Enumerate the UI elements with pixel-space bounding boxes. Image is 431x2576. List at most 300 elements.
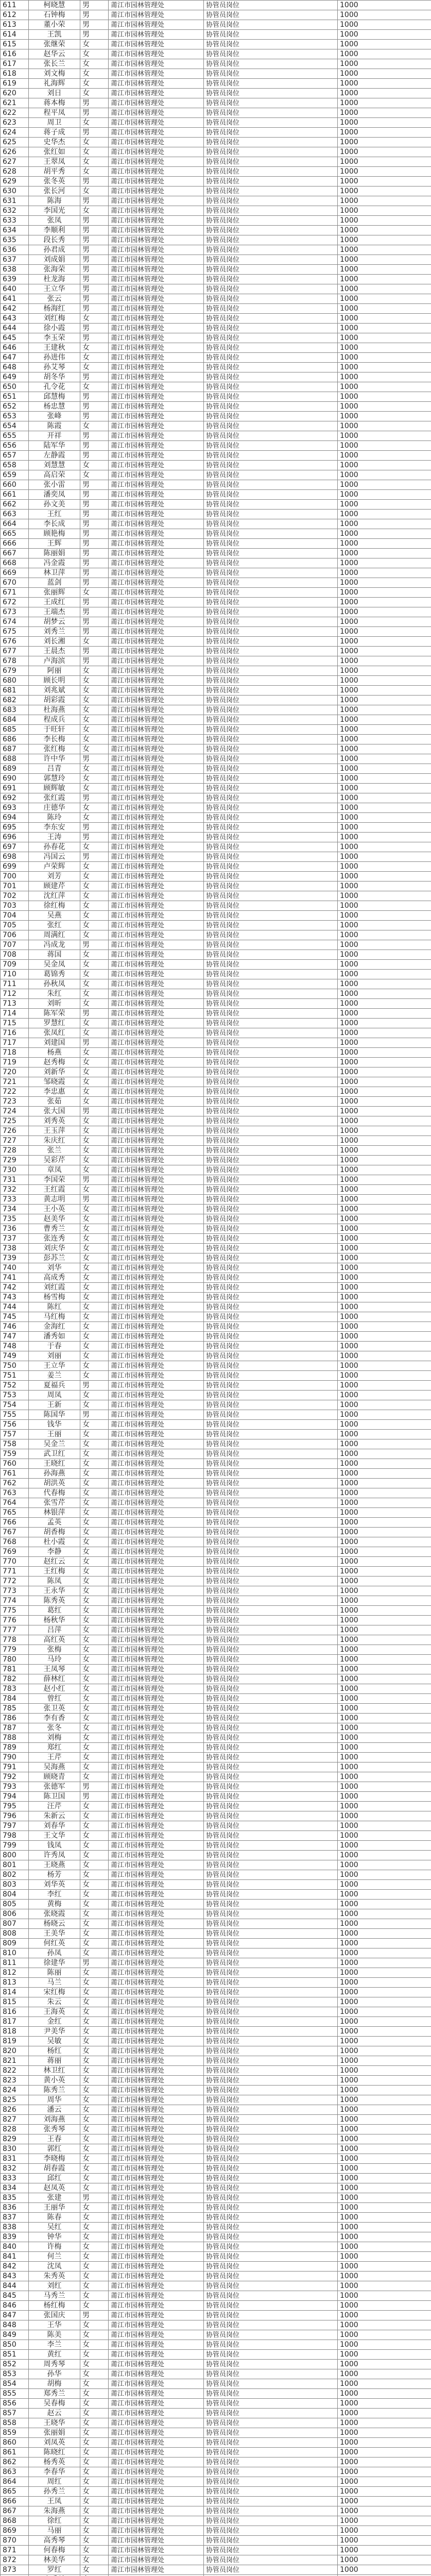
unit-cell: 莆江市园林管理处: [109, 2281, 204, 2291]
table-row: [1, 1616, 431, 1625]
amount-cell: 1000: [338, 519, 431, 529]
name-cell: 张秀琴: [29, 2125, 80, 2134]
unit-cell: 莆江市园林管理处: [109, 372, 204, 382]
name-cell: 杜小霞: [29, 1537, 80, 1547]
gender-cell: 男: [80, 235, 109, 245]
serial-number-cell: 766: [1, 1518, 29, 1528]
gender-cell: 女: [80, 1762, 109, 1772]
amount-cell: 1000: [338, 1165, 431, 1175]
amount-cell: 1000: [338, 1136, 431, 1146]
serial-number-cell: 721: [1, 1077, 29, 1087]
table-row: [1, 617, 431, 627]
serial-number-cell: 770: [1, 1557, 29, 1567]
unit-cell: 莆江市园林管理处: [109, 2301, 204, 2311]
table-row: [1, 1302, 431, 1312]
name-cell: 李长梅: [29, 735, 80, 744]
name-cell: 王海英: [29, 2007, 80, 2017]
name-cell: 黄梅: [29, 1900, 80, 1909]
unit-cell: 莆江市园林管理处: [109, 392, 204, 402]
name-cell: 孙华: [29, 2369, 80, 2379]
unit-cell: 莆江市园林管理处: [109, 1165, 204, 1175]
position-cell: 协管员岗位: [204, 833, 338, 842]
position-cell: 协管员岗位: [204, 911, 338, 921]
unit-cell: 莆江市园林管理处: [109, 235, 204, 245]
name-cell: 陈海: [29, 196, 80, 206]
gender-cell: 男: [80, 2311, 109, 2320]
serial-number-cell: 686: [1, 735, 29, 744]
unit-cell: 莆江市园林管理处: [109, 833, 204, 842]
gender-cell: 女: [80, 1293, 109, 1302]
gender-cell: 女: [80, 1028, 109, 1038]
gender-cell: 男: [80, 656, 109, 666]
position-cell: 协管员岗位: [204, 500, 338, 510]
gender-cell: 男: [80, 549, 109, 558]
position-cell: 协管员岗位: [204, 1479, 338, 1488]
table-row: [1, 764, 431, 774]
position-cell: 协管员岗位: [204, 1469, 338, 1479]
table-row: [1, 607, 431, 617]
table-row: [1, 637, 431, 647]
serial-number-cell: 774: [1, 1596, 29, 1606]
amount-cell: 1000: [338, 2144, 431, 2154]
gender-cell: 男: [80, 1381, 109, 1391]
table-row: [1, 49, 431, 59]
gender-cell: 女: [80, 1449, 109, 1459]
position-cell: 协管员岗位: [204, 1606, 338, 1616]
position-cell: 协管员岗位: [204, 79, 338, 89]
gender-cell: 女: [80, 1224, 109, 1234]
table-row: [1, 2242, 431, 2252]
amount-cell: 1000: [338, 1537, 431, 1547]
gender-cell: 女: [80, 1420, 109, 1430]
amount-cell: 1000: [338, 2369, 431, 2379]
gender-cell: 女: [80, 1067, 109, 1077]
gender-cell: 女: [80, 891, 109, 901]
serial-number-cell: 794: [1, 1792, 29, 1802]
gender-cell: 女: [80, 157, 109, 167]
table-row: [1, 2389, 431, 2399]
amount-cell: 1000: [338, 79, 431, 89]
position-cell: 协管员岗位: [204, 862, 338, 872]
amount-cell: 1000: [338, 1459, 431, 1469]
table-row: [1, 510, 431, 519]
unit-cell: 莆江市园林管理处: [109, 2056, 204, 2066]
table-row: [1, 304, 431, 314]
unit-cell: 莆江市园林管理处: [109, 1518, 204, 1528]
unit-cell: 莆江市园林管理处: [109, 255, 204, 265]
table-row: [1, 1831, 431, 1841]
serial-number-cell: 862: [1, 2458, 29, 2467]
name-cell: 章凤: [29, 1165, 80, 1175]
table-row: [1, 1743, 431, 1753]
gender-cell: 女: [80, 461, 109, 470]
serial-number-cell: 711: [1, 979, 29, 989]
amount-cell: 1000: [338, 1851, 431, 1860]
amount-cell: 1000: [338, 1792, 431, 1802]
amount-cell: 1000: [338, 1126, 431, 1136]
serial-number-cell: 806: [1, 1909, 29, 1919]
amount-cell: 1000: [338, 2389, 431, 2399]
gender-cell: 男: [80, 823, 109, 833]
unit-cell: 莆江市园林管理处: [109, 1674, 204, 1684]
position-cell: 协管员岗位: [204, 1958, 338, 1968]
serial-number-cell: 682: [1, 696, 29, 705]
unit-cell: 莆江市园林管理处: [109, 774, 204, 784]
name-cell: 顾建芹: [29, 882, 80, 891]
table-row: [1, 1410, 431, 1420]
serial-number-cell: 715: [1, 1019, 29, 1028]
serial-number-cell: 776: [1, 1616, 29, 1625]
table-row: [1, 1645, 431, 1655]
amount-cell: 1000: [338, 245, 431, 255]
position-cell: 协管员岗位: [204, 1077, 338, 1087]
serial-number-cell: 719: [1, 1058, 29, 1067]
unit-cell: 莆江市园林管理处: [109, 2203, 204, 2213]
unit-cell: 莆江市园林管理处: [109, 2223, 204, 2232]
serial-number-cell: 837: [1, 2213, 29, 2223]
gender-cell: 女: [80, 40, 109, 49]
table-row: [1, 2164, 431, 2174]
name-cell: 张德军: [29, 1782, 80, 1792]
table-row: [1, 2477, 431, 2487]
gender-cell: 女: [80, 1391, 109, 1400]
position-cell: 协管员岗位: [204, 138, 338, 147]
gender-cell: 男: [80, 412, 109, 421]
name-cell: 张冬: [29, 1723, 80, 1733]
unit-cell: 莆江市园林管理处: [109, 1244, 204, 1253]
name-cell: 孙海燕: [29, 1469, 80, 1479]
name-cell: 宋红梅: [29, 1988, 80, 1997]
position-cell: 协管员岗位: [204, 1361, 338, 1371]
amount-cell: 1000: [338, 1224, 431, 1234]
unit-cell: 莆江市园林管理处: [109, 2164, 204, 2174]
unit-cell: 莆江市园林管理处: [109, 1322, 204, 1332]
amount-cell: 1000: [338, 2076, 431, 2086]
serial-number-cell: 629: [1, 177, 29, 187]
amount-cell: 1000: [338, 1361, 431, 1371]
amount-cell: 1000: [338, 1567, 431, 1577]
name-cell: 孔令花: [29, 382, 80, 392]
amount-cell: 1000: [338, 754, 431, 764]
serial-number-cell: 699: [1, 862, 29, 872]
name-cell: 王美华: [29, 1929, 80, 1939]
name-cell: 顾晓青: [29, 1772, 80, 1782]
gender-cell: 男: [80, 10, 109, 20]
serial-number-cell: 784: [1, 1694, 29, 1704]
amount-cell: 1000: [338, 2477, 431, 2487]
serial-number-cell: 651: [1, 392, 29, 402]
unit-cell: 莆江市园林管理处: [109, 206, 204, 216]
serial-number-cell: 827: [1, 2115, 29, 2125]
unit-cell: 莆江市园林管理处: [109, 617, 204, 627]
amount-cell: 1000: [338, 235, 431, 245]
serial-number-cell: 661: [1, 490, 29, 500]
gender-cell: 女: [80, 2546, 109, 2555]
table-row: [1, 1577, 431, 1586]
table-row: [1, 999, 431, 1009]
table-row: [1, 1214, 431, 1224]
table-row: [1, 2320, 431, 2330]
amount-cell: 1000: [338, 1077, 431, 1087]
position-cell: 协管员岗位: [204, 353, 338, 363]
table-row: [1, 79, 431, 89]
serial-number-cell: 668: [1, 558, 29, 568]
table-row: [1, 187, 431, 196]
table-row: [1, 490, 431, 500]
unit-cell: 莆江市园林管理处: [109, 1391, 204, 1400]
position-cell: 协管员岗位: [204, 1909, 338, 1919]
unit-cell: 莆江市园林管理处: [109, 1694, 204, 1704]
table-row: [1, 1165, 431, 1175]
position-cell: 协管员岗位: [204, 1821, 338, 1831]
gender-cell: 女: [80, 2418, 109, 2428]
serial-number-cell: 859: [1, 2428, 29, 2438]
unit-cell: 莆江市园林管理处: [109, 1048, 204, 1058]
gender-cell: 男: [80, 578, 109, 588]
position-cell: 协管员岗位: [204, 314, 338, 324]
serial-number-cell: 648: [1, 363, 29, 372]
unit-cell: 莆江市园林管理处: [109, 1929, 204, 1939]
serial-number-cell: 764: [1, 1498, 29, 1508]
position-cell: 协管员岗位: [204, 1939, 338, 1948]
gender-cell: 女: [80, 2516, 109, 2526]
name-cell: 马玲: [29, 1655, 80, 1665]
unit-cell: 莆江市园林管理处: [109, 2340, 204, 2350]
position-cell: 协管员岗位: [204, 1302, 338, 1312]
amount-cell: 1000: [338, 1547, 431, 1557]
serial-number-cell: 681: [1, 686, 29, 696]
position-cell: 协管员岗位: [204, 1792, 338, 1802]
gender-cell: 男: [80, 451, 109, 461]
gender-cell: 男: [80, 598, 109, 607]
position-cell: 协管员岗位: [204, 510, 338, 519]
unit-cell: 莆江市园林管理处: [109, 304, 204, 314]
amount-cell: 1000: [338, 304, 431, 314]
position-cell: 协管员岗位: [204, 10, 338, 20]
table-row: [1, 1371, 431, 1381]
serial-number-cell: 796: [1, 1811, 29, 1821]
position-cell: 协管员岗位: [204, 882, 338, 891]
amount-cell: 1000: [338, 98, 431, 108]
amount-cell: 1000: [338, 930, 431, 940]
serial-number-cell: 695: [1, 823, 29, 833]
unit-cell: 莆江市园林管理处: [109, 343, 204, 353]
table-row: [1, 735, 431, 744]
table-row: [1, 2546, 431, 2555]
serial-number-cell: 802: [1, 1870, 29, 1880]
unit-cell: 莆江市园林管理处: [109, 363, 204, 372]
unit-cell: 莆江市园林管理处: [109, 2213, 204, 2223]
position-cell: 协管员岗位: [204, 1743, 338, 1753]
gender-cell: 女: [80, 1342, 109, 1351]
amount-cell: 1000: [338, 1900, 431, 1909]
amount-cell: 1000: [338, 1009, 431, 1019]
unit-cell: 莆江市园林管理处: [109, 696, 204, 705]
name-cell: 王立华: [29, 1361, 80, 1371]
amount-cell: 1000: [338, 421, 431, 431]
gender-cell: 女: [80, 1469, 109, 1479]
name-cell: 孙文美: [29, 500, 80, 510]
name-cell: 李顺利: [29, 226, 80, 235]
serial-number-cell: 747: [1, 1332, 29, 1342]
name-cell: 刘新华: [29, 1067, 80, 1077]
gender-cell: 女: [80, 1077, 109, 1087]
position-cell: 协管员岗位: [204, 696, 338, 705]
table-row: [1, 1048, 431, 1058]
serial-number-cell: 857: [1, 2409, 29, 2418]
amount-cell: 1000: [338, 568, 431, 578]
serial-number-cell: 807: [1, 1919, 29, 1929]
gender-cell: 男: [80, 1107, 109, 1116]
gender-cell: 女: [80, 2095, 109, 2105]
position-cell: 协管员岗位: [204, 2438, 338, 2448]
position-cell: 协管员岗位: [204, 1067, 338, 1077]
gender-cell: 女: [80, 725, 109, 735]
serial-number-cell: 789: [1, 1743, 29, 1753]
unit-cell: 莆江市园林管理处: [109, 950, 204, 960]
unit-cell: 莆江市园林管理处: [109, 284, 204, 294]
unit-cell: 莆江市园林管理处: [109, 1860, 204, 1870]
serial-number-cell: 710: [1, 970, 29, 979]
position-cell: 协管员岗位: [204, 744, 338, 754]
unit-cell: 莆江市园林管理处: [109, 2555, 204, 2565]
position-cell: 协管员岗位: [204, 1136, 338, 1146]
position-cell: 协管员岗位: [204, 725, 338, 735]
table-row: [1, 451, 431, 461]
amount-cell: 1000: [338, 2134, 431, 2144]
gender-cell: 女: [80, 911, 109, 921]
unit-cell: 莆江市园林管理处: [109, 1948, 204, 1958]
unit-cell: 莆江市园林管理处: [109, 1459, 204, 1469]
table-row: [1, 1997, 431, 2007]
serial-number-cell: 745: [1, 1312, 29, 1322]
position-cell: 协管员岗位: [204, 2477, 338, 2487]
position-cell: 协管员岗位: [204, 1009, 338, 1019]
serial-number-cell: 861: [1, 2448, 29, 2458]
table-row: [1, 784, 431, 793]
unit-cell: 莆江市园林管理处: [109, 108, 204, 118]
name-cell: 刘丽: [29, 1351, 80, 1361]
name-cell: 李静: [29, 1547, 80, 1557]
name-cell: 卢荣辉: [29, 862, 80, 872]
position-cell: 协管员岗位: [204, 2037, 338, 2046]
serial-number-cell: 669: [1, 568, 29, 578]
amount-cell: 1000: [338, 2007, 431, 2017]
position-cell: 协管员岗位: [204, 2497, 338, 2506]
serial-number-cell: 751: [1, 1371, 29, 1381]
serial-number-cell: 734: [1, 1205, 29, 1214]
name-cell: 杨芳: [29, 1870, 80, 1880]
amount-cell: 1000: [338, 1498, 431, 1508]
gender-cell: 女: [80, 2125, 109, 2134]
name-cell: 蒋子成: [29, 128, 80, 138]
table-row: [1, 30, 431, 40]
name-cell: 汪芹: [29, 1802, 80, 1811]
serial-number-cell: 800: [1, 1851, 29, 1860]
amount-cell: 1000: [338, 607, 431, 617]
gender-cell: 女: [80, 970, 109, 979]
name-cell: 王凤琴: [29, 1665, 80, 1674]
position-cell: 协管员岗位: [204, 1978, 338, 1988]
gender-cell: 女: [80, 343, 109, 353]
unit-cell: 莆江市园林管理处: [109, 30, 204, 40]
serial-number-cell: 712: [1, 989, 29, 999]
unit-cell: 莆江市园林管理处: [109, 1146, 204, 1156]
unit-cell: 莆江市园林管理处: [109, 1097, 204, 1107]
position-cell: 协管员岗位: [204, 2506, 338, 2516]
position-cell: 协管员岗位: [204, 2350, 338, 2360]
amount-cell: 1000: [338, 2105, 431, 2115]
name-cell: 赵红云: [29, 1557, 80, 1567]
name-cell: 赵小红: [29, 1684, 80, 1694]
name-cell: 潘云: [29, 2105, 80, 2115]
position-cell: 协管员岗位: [204, 999, 338, 1009]
gender-cell: 男: [80, 1782, 109, 1792]
table-row: [1, 196, 431, 206]
position-cell: 协管员岗位: [204, 2536, 338, 2546]
amount-cell: 1000: [338, 2516, 431, 2526]
serial-number-cell: 746: [1, 1322, 29, 1332]
serial-number-cell: 707: [1, 940, 29, 950]
serial-number-cell: 817: [1, 2017, 29, 2027]
serial-number-cell: 831: [1, 2154, 29, 2164]
table-row: [1, 1821, 431, 1831]
table-row: [1, 1811, 431, 1821]
unit-cell: 莆江市园林管理处: [109, 265, 204, 275]
serial-number-cell: 645: [1, 333, 29, 343]
amount-cell: 1000: [338, 1704, 431, 1714]
gender-cell: 女: [80, 813, 109, 823]
position-cell: 协管员岗位: [204, 1625, 338, 1635]
position-cell: 协管员岗位: [204, 2183, 338, 2193]
serial-number-cell: 773: [1, 1586, 29, 1596]
serial-number-cell: 814: [1, 1988, 29, 1997]
amount-cell: 1000: [338, 1283, 431, 1293]
serial-number-cell: 816: [1, 2007, 29, 2017]
table-row: [1, 803, 431, 813]
amount-cell: 1000: [338, 1205, 431, 1214]
serial-number-cell: 665: [1, 529, 29, 539]
serial-number-cell: 724: [1, 1107, 29, 1116]
amount-cell: 1000: [338, 1322, 431, 1332]
table-row: [1, 206, 431, 216]
unit-cell: 莆江市园林管理处: [109, 1351, 204, 1361]
name-cell: 王涛: [29, 833, 80, 842]
gender-cell: 女: [80, 2389, 109, 2399]
name-cell: 金红: [29, 2017, 80, 2027]
table-row: [1, 1, 431, 10]
gender-cell: 女: [80, 1802, 109, 1811]
table-row: [1, 588, 431, 598]
amount-cell: 1000: [338, 1968, 431, 1978]
serial-number-cell: 761: [1, 1469, 29, 1479]
name-cell: 胡平秀: [29, 167, 80, 177]
name-cell: 张红: [29, 921, 80, 930]
table-row: [1, 167, 431, 177]
name-cell: 张长河: [29, 187, 80, 196]
position-cell: 协管员岗位: [204, 1420, 338, 1430]
name-cell: 王凯: [29, 30, 80, 40]
table-row: [1, 333, 431, 343]
table-row: [1, 108, 431, 118]
position-cell: 协管员岗位: [204, 235, 338, 245]
unit-cell: 莆江市园林管理处: [109, 480, 204, 490]
gender-cell: 女: [80, 1332, 109, 1342]
table-row: [1, 979, 431, 989]
table-row: [1, 98, 431, 108]
table-row: [1, 1557, 431, 1567]
amount-cell: 1000: [338, 1048, 431, 1058]
